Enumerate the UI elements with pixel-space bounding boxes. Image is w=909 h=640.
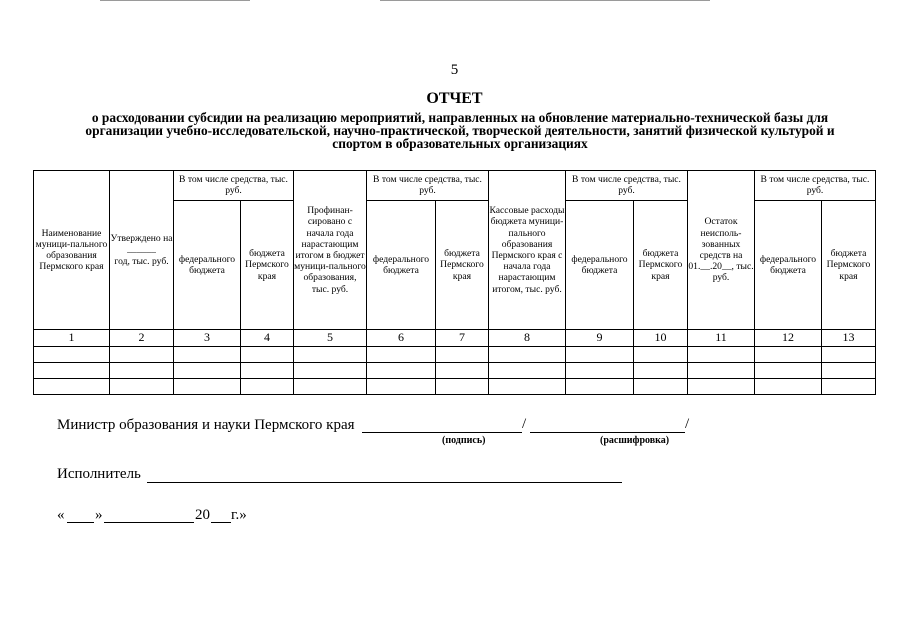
header-group-allocated: В том числе средства, тыс. руб.: [174, 171, 294, 201]
table-cell[interactable]: [822, 379, 876, 395]
table-cell[interactable]: [174, 347, 241, 363]
report-table: [33, 170, 876, 395]
column-number-row: [34, 330, 876, 347]
header-group-remainder: В том числе средства, тыс. руб.: [755, 171, 876, 201]
table-cell[interactable]: [634, 347, 688, 363]
table-cell[interactable]: [110, 379, 174, 395]
column-number: 7: [436, 330, 489, 347]
table-cell[interactable]: [755, 363, 822, 379]
table-cell[interactable]: [436, 379, 489, 395]
table-cell[interactable]: [755, 379, 822, 395]
top-scan-line-right: [380, 0, 710, 1]
header-federal-1: федерального бюджета: [174, 201, 241, 330]
signature-line[interactable]: [362, 432, 522, 433]
document-subtitle: о расходовании субсидии на реализацию мероприятий, направленных на обновление материально-технической базы для организации учебно-исследовательской, научно-практической, творческой деятельности, занятий физической культурой и спортом в образовательных организациях: [85, 110, 835, 152]
table-cell[interactable]: [241, 379, 294, 395]
table-row: [34, 363, 876, 379]
column-number: 9: [566, 330, 634, 347]
table-cell[interactable]: [294, 379, 367, 395]
executor-line[interactable]: [147, 482, 622, 483]
date-month-line[interactable]: [104, 522, 194, 523]
page-number: 5: [450, 62, 459, 78]
table-cell[interactable]: [489, 363, 566, 379]
header-federal-2: федерального бюджета: [367, 201, 436, 330]
decoding-separator: /: [685, 416, 690, 432]
table-cell[interactable]: [822, 347, 876, 363]
column-number: 5: [294, 330, 367, 347]
column-number: 12: [755, 330, 822, 347]
table-cell[interactable]: [755, 347, 822, 363]
date-open-quote: «: [57, 507, 65, 523]
table-cell[interactable]: [367, 347, 436, 363]
header-group-financed: В том числе средства, тыс. руб.: [367, 171, 489, 201]
date-close-quote: »: [95, 507, 103, 523]
column-number: 10: [634, 330, 688, 347]
date-year-suffix: г.»: [231, 507, 247, 523]
column-number: 13: [822, 330, 876, 347]
top-scan-line-left: [100, 0, 250, 1]
decoding-caption: (расшифровка): [600, 435, 670, 446]
table-cell[interactable]: [489, 379, 566, 395]
column-number: 1: [34, 330, 110, 347]
executor-label: Исполнитель: [57, 466, 141, 482]
header-regional-1: бюджета Пермского края: [241, 201, 294, 330]
header-approved: [110, 171, 174, 330]
table-cell[interactable]: [566, 363, 634, 379]
table-cell[interactable]: [822, 363, 876, 379]
table-cell[interactable]: [34, 379, 110, 395]
table-cell[interactable]: [110, 347, 174, 363]
table-cell[interactable]: [241, 363, 294, 379]
column-number: 11: [688, 330, 755, 347]
header-group-expenses: В том числе средства, тыс. руб.: [566, 171, 688, 201]
column-number: 3: [174, 330, 241, 347]
header-municipality: Наименование муници-пального образования Пермского края: [34, 171, 110, 330]
table-cell[interactable]: [634, 379, 688, 395]
table-cell[interactable]: [688, 363, 755, 379]
header-approved-line2: год, тыс. руб.: [114, 255, 169, 267]
header-row-1: [34, 171, 876, 201]
table-cell[interactable]: [367, 363, 436, 379]
table-cell[interactable]: [566, 347, 634, 363]
header-remainder: Остаток неисполь-зованных средств на 01.__.20__, тыс. руб.: [688, 171, 755, 330]
signature-caption: (подпись): [442, 435, 486, 446]
document-title: ОТЧЕТ: [426, 90, 483, 107]
minister-label: Министр образования и науки Пермского края: [57, 417, 355, 433]
header-cash-expenses: Кассовые расходы бюджета муници-пального образования Пермского края с начала года нарастающим итогом, тыс. руб.: [489, 171, 566, 330]
table-row: [34, 347, 876, 363]
column-number: 8: [489, 330, 566, 347]
signature-separator: /: [522, 416, 527, 432]
decoding-line[interactable]: [530, 432, 685, 433]
table-row: [34, 379, 876, 395]
header-financed: Профинан-сировано с начала года нарастающим итогом в бюджет муници-пального образования, тыс. руб.: [294, 171, 367, 330]
header-federal-4: федерального бюджета: [755, 201, 822, 330]
table-cell[interactable]: [110, 363, 174, 379]
header-regional-2: бюджета Пермского края: [436, 201, 489, 330]
table-cell[interactable]: [436, 347, 489, 363]
header-regional-3: бюджета Пермского края: [634, 201, 688, 330]
table-cell[interactable]: [174, 363, 241, 379]
table-cell[interactable]: [634, 363, 688, 379]
table-cell[interactable]: [174, 379, 241, 395]
column-number: 2: [110, 330, 174, 347]
table-cell[interactable]: [241, 347, 294, 363]
date-day-line[interactable]: [67, 522, 94, 523]
date-year-line[interactable]: [211, 522, 231, 523]
table-cell[interactable]: [688, 347, 755, 363]
table-cell[interactable]: [34, 347, 110, 363]
table-cell[interactable]: [34, 363, 110, 379]
column-number: 6: [367, 330, 436, 347]
date-year-prefix: 20: [195, 507, 210, 523]
column-number: 4: [241, 330, 294, 347]
table-cell[interactable]: [489, 347, 566, 363]
table-cell[interactable]: [566, 379, 634, 395]
table-cell[interactable]: [436, 363, 489, 379]
table-cell[interactable]: [367, 379, 436, 395]
header-regional-4: бюджета Пермского края: [822, 201, 876, 330]
table-cell[interactable]: [294, 347, 367, 363]
table-cell[interactable]: [688, 379, 755, 395]
table-cell[interactable]: [294, 363, 367, 379]
header-approved-line1: Утверждено на ______: [110, 233, 173, 256]
header-federal-3: федерального бюджета: [566, 201, 634, 330]
